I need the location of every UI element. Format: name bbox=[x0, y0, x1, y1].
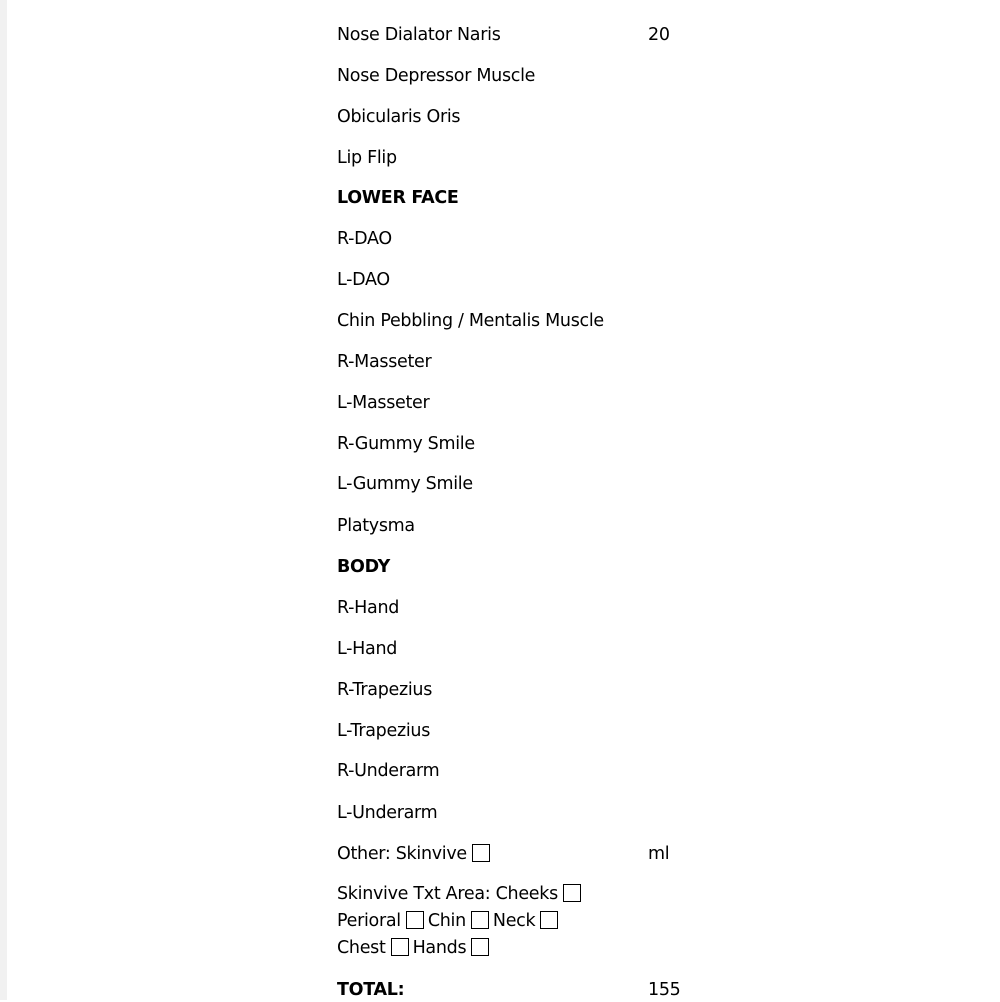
row-total bbox=[337, 978, 757, 1002]
section-heading-body bbox=[337, 555, 757, 579]
row-label: Obicularis Oris bbox=[337, 107, 461, 127]
row-l-dao bbox=[337, 268, 757, 292]
row-nose-dialator-naris bbox=[337, 23, 757, 47]
row-l-hand bbox=[337, 637, 757, 661]
row-label: Platysma bbox=[337, 516, 415, 536]
row-l-underarm bbox=[337, 801, 757, 825]
row-label: L-Masseter bbox=[337, 393, 430, 413]
section-heading: LOWER FACE bbox=[337, 188, 459, 208]
section-heading-lower-face bbox=[337, 186, 757, 210]
total-label: TOTAL: bbox=[337, 980, 405, 1000]
row-label: R-Underarm bbox=[337, 761, 440, 781]
row-l-masseter bbox=[337, 391, 757, 415]
cheeks-label: Cheeks bbox=[495, 884, 558, 904]
skinvive-area-label: Skinvive Txt Area: bbox=[337, 884, 491, 904]
row-obicularis-oris bbox=[337, 105, 757, 129]
row-r-underarm bbox=[337, 759, 757, 783]
row-label: Nose Dialator Naris bbox=[337, 25, 501, 45]
row-label: R-Gummy Smile bbox=[337, 434, 475, 454]
row-chin-pebbling bbox=[337, 309, 757, 333]
chest-checkbox[interactable] bbox=[391, 938, 409, 956]
row-r-trapezius bbox=[337, 678, 757, 702]
row-label: L-Trapezius bbox=[337, 721, 431, 741]
row-platysma bbox=[337, 514, 757, 538]
skinvive-area-line-1 bbox=[337, 882, 585, 906]
neck-label: Neck bbox=[492, 911, 536, 931]
row-value: ml bbox=[648, 844, 670, 864]
row-lip-flip bbox=[337, 146, 757, 170]
row-label: R-Masseter bbox=[337, 352, 432, 372]
row-nose-depressor-muscle bbox=[337, 64, 757, 88]
chest-label: Chest bbox=[337, 938, 386, 958]
row-r-gummy-smile bbox=[337, 432, 757, 456]
cheeks-checkbox[interactable] bbox=[563, 884, 581, 902]
skinvive-area-line-2 bbox=[337, 909, 562, 933]
row-label: L-Gummy Smile bbox=[337, 474, 473, 494]
row-r-hand bbox=[337, 596, 757, 620]
row-label: L-Underarm bbox=[337, 803, 438, 823]
skinvive-checkbox[interactable] bbox=[472, 844, 490, 862]
perioral-label: Perioral bbox=[337, 911, 401, 931]
row-label: Nose Depressor Muscle bbox=[337, 66, 536, 86]
chin-label: Chin bbox=[427, 911, 466, 931]
row-label: Chin Pebbling / Mentalis Muscle bbox=[337, 311, 604, 331]
hands-checkbox[interactable] bbox=[471, 938, 489, 956]
row-r-dao bbox=[337, 227, 757, 251]
chin-checkbox[interactable] bbox=[471, 911, 489, 929]
skinvive-area-line-3 bbox=[337, 936, 493, 960]
row-other-skinvive bbox=[337, 842, 757, 866]
row-label: R-Trapezius bbox=[337, 680, 433, 700]
row-value: 20 bbox=[648, 25, 670, 45]
row-label: Lip Flip bbox=[337, 148, 397, 168]
page-left-edge bbox=[0, 0, 7, 1000]
neck-checkbox[interactable] bbox=[540, 911, 558, 929]
total-value: 155 bbox=[648, 980, 681, 1000]
row-l-gummy-smile bbox=[337, 472, 757, 496]
row-r-masseter bbox=[337, 350, 757, 374]
row-label: Other: Skinvive bbox=[337, 844, 467, 864]
perioral-checkbox[interactable] bbox=[406, 911, 424, 929]
row-l-trapezius bbox=[337, 719, 757, 743]
row-label: L-Hand bbox=[337, 639, 398, 659]
row-label: R-DAO bbox=[337, 229, 392, 249]
row-label-wrap bbox=[337, 842, 494, 866]
section-heading: BODY bbox=[337, 557, 390, 577]
hands-label: Hands bbox=[412, 938, 467, 958]
row-label: R-Hand bbox=[337, 598, 400, 618]
row-label: L-DAO bbox=[337, 270, 390, 290]
